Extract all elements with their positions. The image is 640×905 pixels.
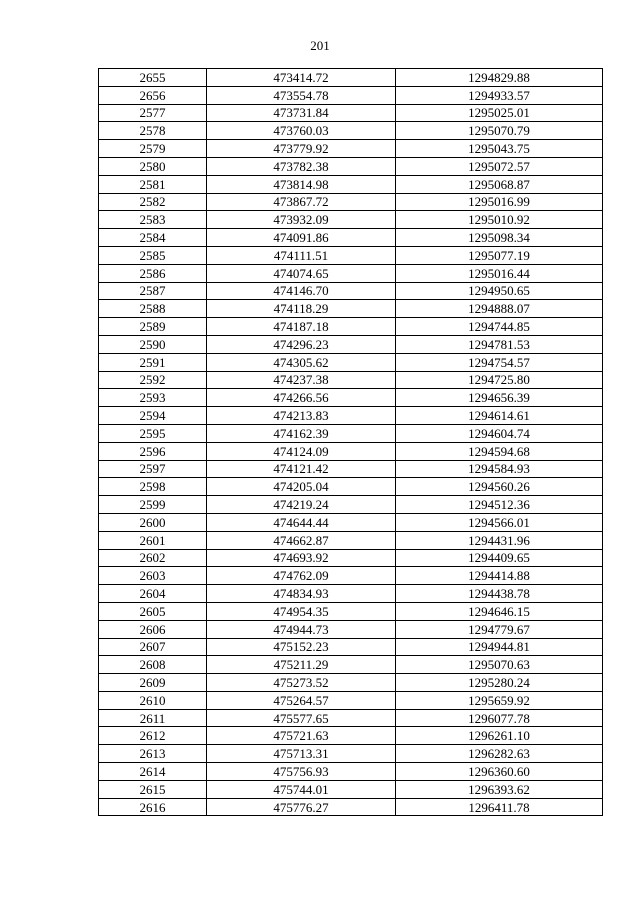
- x-coordinate-cell: 475152.23: [207, 638, 396, 656]
- x-coordinate-cell: 474266.56: [207, 389, 396, 407]
- table-row: [99, 567, 603, 585]
- y-coordinate-cell: 1294566.01: [396, 513, 603, 531]
- x-coordinate-cell: 474074.65: [207, 264, 396, 282]
- point-number-cell: 2599: [99, 496, 207, 514]
- point-number-cell: 2578: [99, 122, 207, 140]
- point-number-cell: 2614: [99, 763, 207, 781]
- table-row: [99, 638, 603, 656]
- y-coordinate-cell: 1294656.39: [396, 389, 603, 407]
- coordinates-table: [98, 68, 603, 816]
- y-coordinate-cell: 1294950.65: [396, 282, 603, 300]
- page-number: 201: [310, 38, 330, 53]
- x-coordinate-cell: 475211.29: [207, 656, 396, 674]
- x-coordinate-cell: 474187.18: [207, 318, 396, 336]
- x-coordinate-cell: 474091.86: [207, 229, 396, 247]
- table-row: [99, 620, 603, 638]
- point-number-cell: 2603: [99, 567, 207, 585]
- point-number-cell: 2601: [99, 531, 207, 549]
- table-row: [99, 407, 603, 425]
- table-row: [99, 709, 603, 727]
- y-coordinate-cell: 1296282.63: [396, 745, 603, 763]
- table-row: [99, 478, 603, 496]
- point-number-cell: 2602: [99, 549, 207, 567]
- point-number-cell: 2580: [99, 157, 207, 175]
- x-coordinate-cell: 473731.84: [207, 104, 396, 122]
- y-coordinate-cell: 1295068.87: [396, 175, 603, 193]
- y-coordinate-cell: 1296261.10: [396, 727, 603, 745]
- point-number-cell: 2612: [99, 727, 207, 745]
- y-coordinate-cell: 1294944.81: [396, 638, 603, 656]
- x-coordinate-cell: 474237.38: [207, 371, 396, 389]
- point-number-cell: 2610: [99, 691, 207, 709]
- table-row: [99, 691, 603, 709]
- table-row: [99, 229, 603, 247]
- table-row: [99, 389, 603, 407]
- table-row: [99, 513, 603, 531]
- table-row: [99, 69, 603, 87]
- x-coordinate-cell: 474146.70: [207, 282, 396, 300]
- table-row: [99, 193, 603, 211]
- point-number-cell: 2585: [99, 246, 207, 264]
- x-coordinate-cell: 474296.23: [207, 335, 396, 353]
- table-row: [99, 531, 603, 549]
- y-coordinate-cell: 1294560.26: [396, 478, 603, 496]
- x-coordinate-cell: 475273.52: [207, 674, 396, 692]
- y-coordinate-cell: 1296411.78: [396, 798, 603, 816]
- y-coordinate-cell: 1295072.57: [396, 157, 603, 175]
- x-coordinate-cell: 474124.09: [207, 442, 396, 460]
- y-coordinate-cell: 1294779.67: [396, 620, 603, 638]
- point-number-cell: 2656: [99, 86, 207, 104]
- y-coordinate-cell: 1294409.65: [396, 549, 603, 567]
- y-coordinate-cell: 1294584.93: [396, 460, 603, 478]
- point-number-cell: 2600: [99, 513, 207, 531]
- y-coordinate-cell: 1294614.61: [396, 407, 603, 425]
- x-coordinate-cell: 474111.51: [207, 246, 396, 264]
- x-coordinate-cell: 475744.01: [207, 780, 396, 798]
- point-number-cell: 2579: [99, 140, 207, 158]
- x-coordinate-cell: 473814.98: [207, 175, 396, 193]
- table-row: [99, 763, 603, 781]
- table-row: [99, 300, 603, 318]
- table-row: [99, 211, 603, 229]
- y-coordinate-cell: 1296077.78: [396, 709, 603, 727]
- table-row: [99, 353, 603, 371]
- x-coordinate-cell: 474954.35: [207, 602, 396, 620]
- y-coordinate-cell: 1294781.53: [396, 335, 603, 353]
- point-number-cell: 2591: [99, 353, 207, 371]
- y-coordinate-cell: 1294512.36: [396, 496, 603, 514]
- table-row: [99, 371, 603, 389]
- point-number-cell: 2596: [99, 442, 207, 460]
- point-number-cell: 2655: [99, 69, 207, 87]
- x-coordinate-cell: 474662.87: [207, 531, 396, 549]
- point-number-cell: 2605: [99, 602, 207, 620]
- table-row: [99, 780, 603, 798]
- point-number-cell: 2598: [99, 478, 207, 496]
- point-number-cell: 2611: [99, 709, 207, 727]
- y-coordinate-cell: 1294744.85: [396, 318, 603, 336]
- point-number-cell: 2583: [99, 211, 207, 229]
- y-coordinate-cell: 1294754.57: [396, 353, 603, 371]
- point-number-cell: 2615: [99, 780, 207, 798]
- y-coordinate-cell: 1296360.60: [396, 763, 603, 781]
- point-number-cell: 2604: [99, 585, 207, 603]
- y-coordinate-cell: 1294414.88: [396, 567, 603, 585]
- y-coordinate-cell: 1294604.74: [396, 424, 603, 442]
- point-number-cell: 2592: [99, 371, 207, 389]
- x-coordinate-cell: 474944.73: [207, 620, 396, 638]
- x-coordinate-cell: 474219.24: [207, 496, 396, 514]
- y-coordinate-cell: 1294431.96: [396, 531, 603, 549]
- point-number-cell: 2587: [99, 282, 207, 300]
- y-coordinate-cell: 1295025.01: [396, 104, 603, 122]
- table-row: [99, 318, 603, 336]
- table-row: [99, 335, 603, 353]
- point-number-cell: 2597: [99, 460, 207, 478]
- x-coordinate-cell: 474205.04: [207, 478, 396, 496]
- x-coordinate-cell: 474644.44: [207, 513, 396, 531]
- point-number-cell: 2588: [99, 300, 207, 318]
- point-number-cell: 2586: [99, 264, 207, 282]
- x-coordinate-cell: 475264.57: [207, 691, 396, 709]
- y-coordinate-cell: 1295016.99: [396, 193, 603, 211]
- table-row: [99, 727, 603, 745]
- point-number-cell: 2616: [99, 798, 207, 816]
- x-coordinate-cell: 475721.63: [207, 727, 396, 745]
- x-coordinate-cell: 474213.83: [207, 407, 396, 425]
- x-coordinate-cell: 474121.42: [207, 460, 396, 478]
- table-row: [99, 86, 603, 104]
- table-row: [99, 104, 603, 122]
- x-coordinate-cell: 475577.65: [207, 709, 396, 727]
- table-row: [99, 175, 603, 193]
- point-number-cell: 2595: [99, 424, 207, 442]
- point-number-cell: 2609: [99, 674, 207, 692]
- x-coordinate-cell: 473414.72: [207, 69, 396, 87]
- point-number-cell: 2593: [99, 389, 207, 407]
- point-number-cell: 2577: [99, 104, 207, 122]
- x-coordinate-cell: 473760.03: [207, 122, 396, 140]
- y-coordinate-cell: 1294829.88: [396, 69, 603, 87]
- y-coordinate-cell: 1295010.92: [396, 211, 603, 229]
- coordinates-table-body: [99, 69, 603, 816]
- table-row: [99, 442, 603, 460]
- x-coordinate-cell: 473867.72: [207, 193, 396, 211]
- y-coordinate-cell: 1294594.68: [396, 442, 603, 460]
- table-row: [99, 282, 603, 300]
- table-row: [99, 246, 603, 264]
- x-coordinate-cell: 473779.92: [207, 140, 396, 158]
- table-row: [99, 157, 603, 175]
- point-number-cell: 2613: [99, 745, 207, 763]
- table-row: [99, 496, 603, 514]
- y-coordinate-cell: 1295098.34: [396, 229, 603, 247]
- y-coordinate-cell: 1294438.78: [396, 585, 603, 603]
- x-coordinate-cell: 474118.29: [207, 300, 396, 318]
- point-number-cell: 2584: [99, 229, 207, 247]
- table-row: [99, 122, 603, 140]
- y-coordinate-cell: 1295280.24: [396, 674, 603, 692]
- point-number-cell: 2594: [99, 407, 207, 425]
- point-number-cell: 2581: [99, 175, 207, 193]
- y-coordinate-cell: 1295043.75: [396, 140, 603, 158]
- point-number-cell: 2606: [99, 620, 207, 638]
- point-number-cell: 2590: [99, 335, 207, 353]
- x-coordinate-cell: 473554.78: [207, 86, 396, 104]
- x-coordinate-cell: 475756.93: [207, 763, 396, 781]
- table-row: [99, 602, 603, 620]
- x-coordinate-cell: 475776.27: [207, 798, 396, 816]
- y-coordinate-cell: 1295077.19: [396, 246, 603, 264]
- table-row: [99, 656, 603, 674]
- y-coordinate-cell: 1294888.07: [396, 300, 603, 318]
- y-coordinate-cell: 1295659.92: [396, 691, 603, 709]
- table-row: [99, 674, 603, 692]
- table-row: [99, 585, 603, 603]
- y-coordinate-cell: 1294933.57: [396, 86, 603, 104]
- x-coordinate-cell: 474305.62: [207, 353, 396, 371]
- x-coordinate-cell: 474162.39: [207, 424, 396, 442]
- table-row: [99, 460, 603, 478]
- y-coordinate-cell: 1294725.80: [396, 371, 603, 389]
- table-row: [99, 424, 603, 442]
- point-number-cell: 2589: [99, 318, 207, 336]
- x-coordinate-cell: 474834.93: [207, 585, 396, 603]
- x-coordinate-cell: 473932.09: [207, 211, 396, 229]
- y-coordinate-cell: 1296393.62: [396, 780, 603, 798]
- table-row: [99, 264, 603, 282]
- table-row: [99, 745, 603, 763]
- table-row: [99, 140, 603, 158]
- x-coordinate-cell: 473782.38: [207, 157, 396, 175]
- x-coordinate-cell: 475713.31: [207, 745, 396, 763]
- y-coordinate-cell: 1295070.79: [396, 122, 603, 140]
- point-number-cell: 2608: [99, 656, 207, 674]
- table-row: [99, 549, 603, 567]
- y-coordinate-cell: 1295016.44: [396, 264, 603, 282]
- x-coordinate-cell: 474762.09: [207, 567, 396, 585]
- point-number-cell: 2607: [99, 638, 207, 656]
- x-coordinate-cell: 474693.92: [207, 549, 396, 567]
- point-number-cell: 2582: [99, 193, 207, 211]
- y-coordinate-cell: 1295070.63: [396, 656, 603, 674]
- y-coordinate-cell: 1294646.15: [396, 602, 603, 620]
- table-row: [99, 798, 603, 816]
